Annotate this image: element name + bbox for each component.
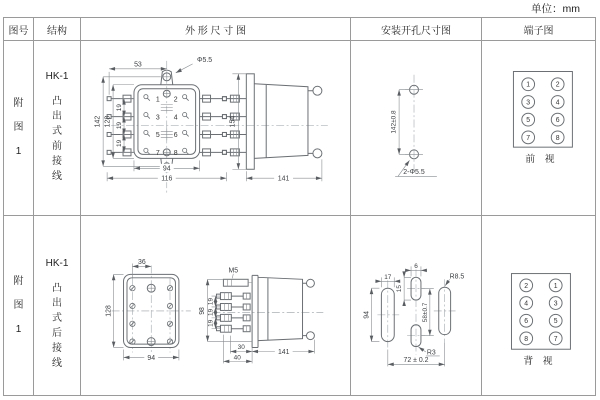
outline-diagram-front-wiring [81, 41, 350, 215]
fig-no-cell-1 [4, 41, 34, 216]
outline-cell-1 [81, 41, 351, 216]
dim-label: 19 [116, 139, 124, 148]
terminal-number: 1 [155, 96, 160, 104]
dim-label: 94 [147, 354, 156, 362]
dim-label: 36 [137, 258, 146, 266]
dim-label: 53 [134, 61, 142, 69]
fig-no-2: 附图1 [13, 275, 24, 335]
fig-no-cell-2 [4, 216, 34, 395]
terminal-number: 1 [553, 282, 558, 290]
structure-1: 凸出式前接线 [52, 96, 62, 182]
model-1: HK-1 [45, 71, 69, 82]
header-terminal: 端子图 [482, 18, 595, 41]
dim-label: 116 [161, 175, 173, 183]
dim-label: 98 [199, 307, 207, 315]
dim-label: 94 [363, 311, 371, 319]
model-2: HK-1 [45, 258, 69, 269]
view-label: 前 视 [525, 153, 555, 165]
dim-label: 141 [277, 175, 290, 183]
terminal-cell-2 [482, 216, 595, 395]
structure-2: 凸出式后接线 [52, 283, 62, 369]
header-structure: 结构 [34, 18, 81, 41]
center-lines [111, 61, 328, 194]
terminal-number: 5 [526, 117, 531, 125]
mounting-diagram-front-wiring [351, 41, 481, 215]
dim-label: 19 [116, 121, 124, 130]
dim-label: 128 [104, 115, 112, 128]
dim-label: 19 [207, 297, 215, 306]
dim-label: 19 [116, 104, 124, 112]
terminal-number: 5 [553, 318, 558, 326]
terminal-number: 2 [524, 282, 529, 290]
dim-label: 142±0.8 [390, 110, 398, 134]
dim-label: Φ5.5 [196, 56, 213, 64]
header-fig-no: 图号 [4, 18, 34, 41]
dim-label: 154 [229, 115, 237, 128]
terminal-number: 4 [173, 114, 178, 122]
dim-label: 142 [94, 115, 102, 128]
dim-label: R3 [426, 349, 436, 357]
terminal-number: 6 [555, 117, 560, 125]
header-outline: 外 形 尺 寸 图 [81, 18, 351, 41]
dim-label: 72 ± 0.2 [403, 356, 429, 364]
terminal-number: 2 [555, 81, 560, 89]
dim-label: 141 [277, 348, 290, 356]
terminal-number: 3 [155, 114, 160, 122]
fig-no-1: 附图1 [13, 98, 24, 157]
dim-label: 2-Φ5.5 [403, 169, 425, 177]
dim-label: 40 [233, 354, 241, 362]
structure-cell-2 [34, 216, 81, 395]
dim-label: 128 [105, 305, 113, 317]
terminal-number: 7 [553, 335, 558, 343]
terminal-number: 4 [524, 300, 529, 308]
dim-label: 19 [207, 319, 215, 327]
dim-label: 17 [384, 273, 392, 281]
outline-cell-2 [81, 216, 351, 395]
mounting-cell-2 [351, 216, 482, 395]
side-dimensions-rear [199, 267, 314, 363]
terminal-number: 3 [526, 99, 531, 107]
terminal-circles [522, 78, 564, 144]
terminal-number: 5 [155, 132, 160, 140]
view-label: 背 视 [523, 355, 553, 367]
terminal-number: 6 [173, 132, 178, 140]
dim-label: 58±0.7 [421, 302, 429, 323]
terminal-number: 8 [173, 150, 178, 158]
terminal-number: 8 [555, 134, 560, 142]
terminal-number: 3 [553, 300, 558, 308]
terminal-diagram-front-view [482, 41, 595, 215]
dim-label: M5 [228, 267, 239, 275]
dim-label: 6 [414, 262, 418, 270]
dim-label: 94 [162, 165, 171, 173]
terminal-number: 7 [526, 134, 531, 142]
terminal-circles [520, 279, 562, 345]
mounting-dimensions [391, 90, 437, 177]
terminal-number: 6 [524, 318, 529, 326]
terminal-number: 8 [524, 335, 529, 343]
terminal-cell-1 [482, 41, 595, 216]
terminal-number: 7 [155, 150, 160, 158]
drawing-table [3, 17, 596, 396]
mounting-diagram-rear-wiring [351, 216, 481, 395]
header-mounting: 安装开孔尺寸图 [351, 18, 482, 41]
terminal-diagram-rear-view [482, 216, 595, 395]
outline-diagram-rear-wiring [81, 216, 350, 395]
dim-label: 15 [396, 285, 404, 293]
terminal-number: 4 [555, 99, 560, 107]
dim-label: 19 [207, 308, 215, 316]
mounting-dimensions [364, 263, 465, 366]
structure-cell-1 [34, 41, 81, 216]
dim-label: 30 [237, 344, 245, 352]
dim-label: R8.5 [449, 273, 465, 281]
terminal-number: 2 [173, 96, 178, 104]
unit-label: 单位：mm [531, 3, 580, 15]
mounting-cell-1 [351, 41, 482, 216]
relay-side-view [222, 74, 321, 169]
relay-side-view-rear [216, 275, 314, 347]
terminal-number: 1 [526, 81, 531, 89]
